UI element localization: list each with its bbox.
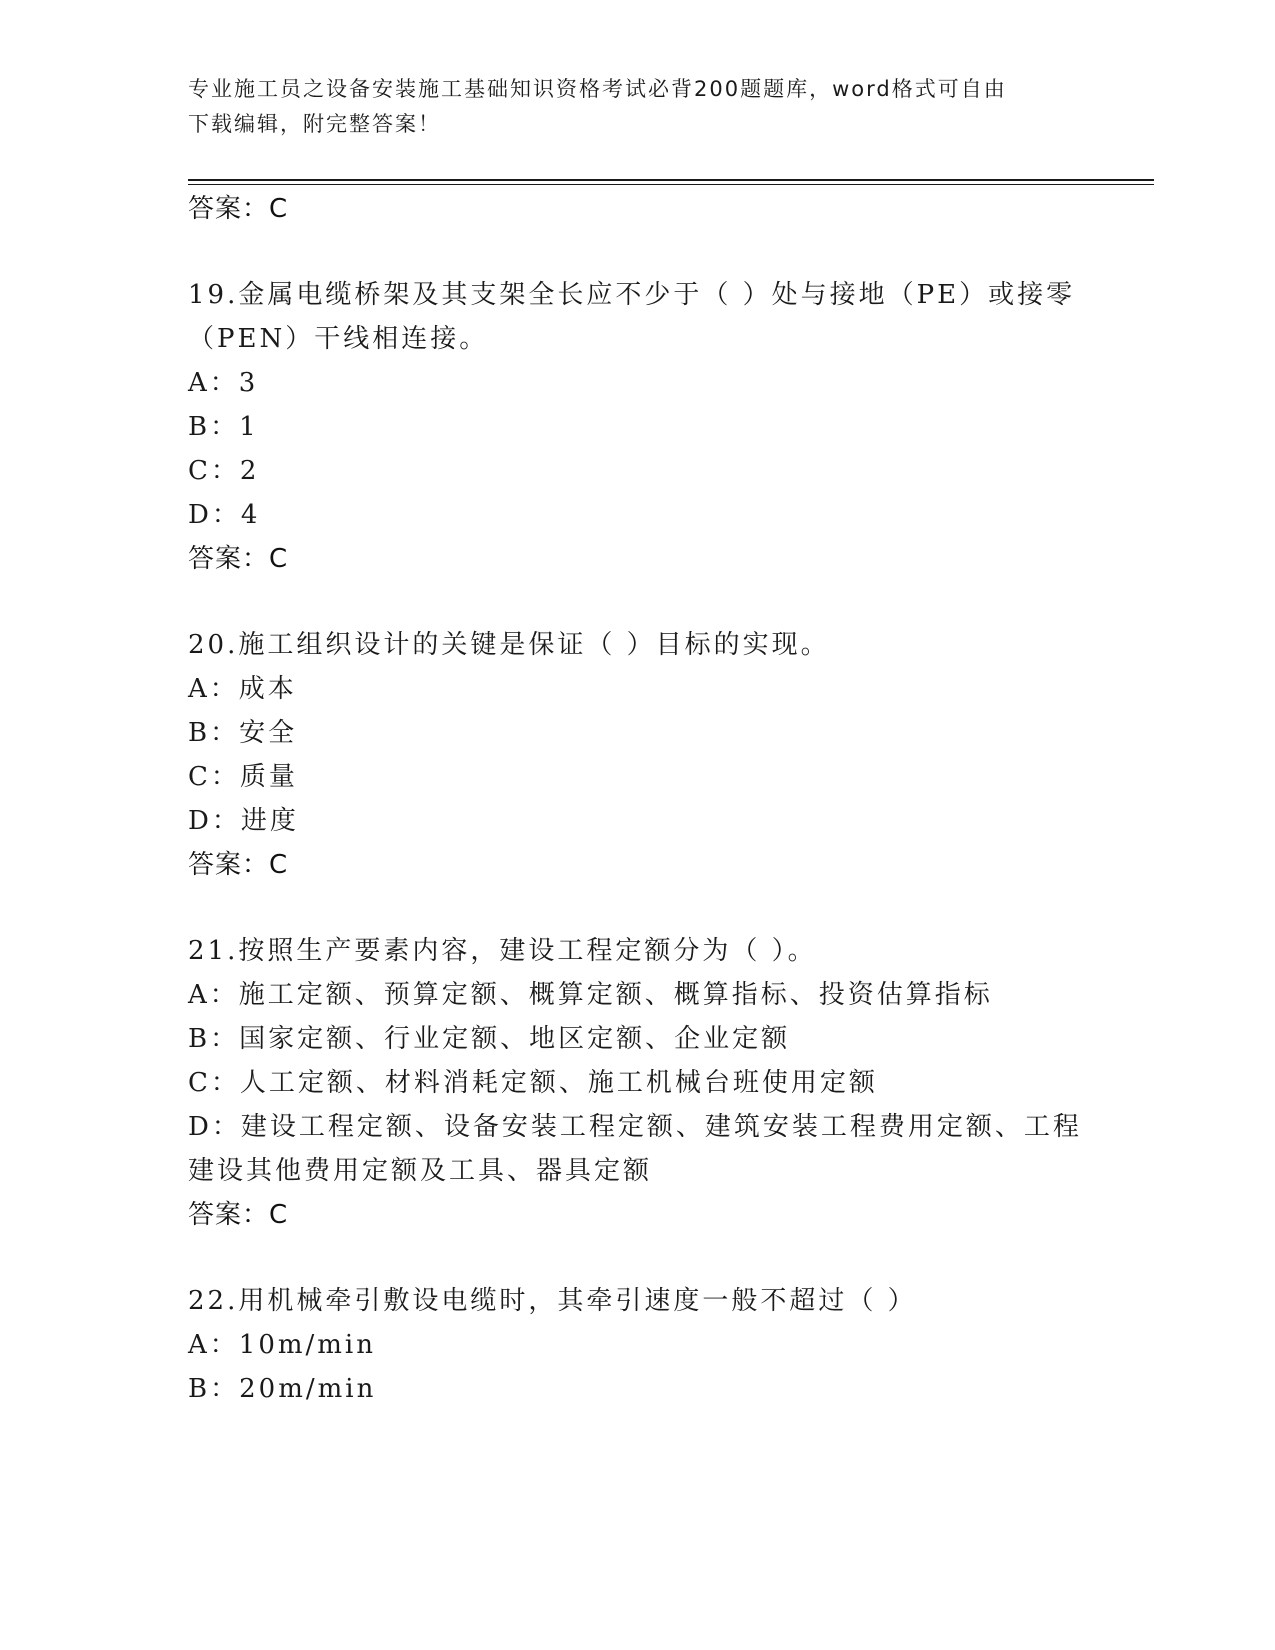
header-line-1: 专业施工员之设备安装施工基础知识资格考试必背200题题库，word格式可自由 [188,77,1007,101]
header-rule-thin [188,184,1154,185]
q22-option-a: A：10m/min [188,1330,376,1360]
header-rule-thick [188,179,1154,181]
q21-stem: 21.按照生产要素内容，建设工程定额分为（ ）。 [188,936,817,966]
q19-stem-line-1: 19.金属电缆桥架及其支架全长应不少于（ ）处与接地（PE）或接零 [188,280,1076,310]
q20-answer: 答案：C [188,850,289,880]
q21-option-a: A：施工定额、预算定额、概算定额、概算指标、投资估算指标 [188,980,993,1010]
q21-option-c: C：人工定额、材料消耗定额、施工机械台班使用定额 [188,1068,878,1098]
q21-option-d-continued: 建设其他费用定额及工具、器具定额 [188,1156,653,1186]
header-line-2: 下载编辑，附完整答案！ [188,112,441,136]
q20-option-d: D：进度 [188,806,299,836]
previous-answer: 答案：C [188,194,289,224]
q20-option-c: C：质量 [188,762,298,792]
q21-option-d: D：建设工程定额、设备安装工程定额、建筑安装工程费用定额、工程 [188,1112,1082,1142]
q20-stem: 20.施工组织设计的关键是保证（ ）目标的实现。 [188,630,830,660]
q20-option-a: A：成本 [188,674,297,704]
q20-option-b: B：安全 [188,718,298,748]
q19-stem-line-2: （PEN）干线相连接。 [188,324,489,354]
q19-option-c: C：2 [188,456,260,486]
q19-option-b: B：1 [188,412,259,442]
q19-answer: 答案：C [188,544,289,574]
q22-option-b: B：20m/min [188,1374,377,1404]
q22-stem: 22.用机械牵引敷设电缆时，其牵引速度一般不超过（ ） [188,1286,917,1316]
q21-option-b: B：国家定额、行业定额、地区定额、企业定额 [188,1024,791,1054]
q19-option-d: D：4 [188,500,261,530]
q19-option-a: A：3 [188,368,259,398]
page-header [188,72,1068,142]
q21-answer: 答案：C [188,1200,289,1230]
